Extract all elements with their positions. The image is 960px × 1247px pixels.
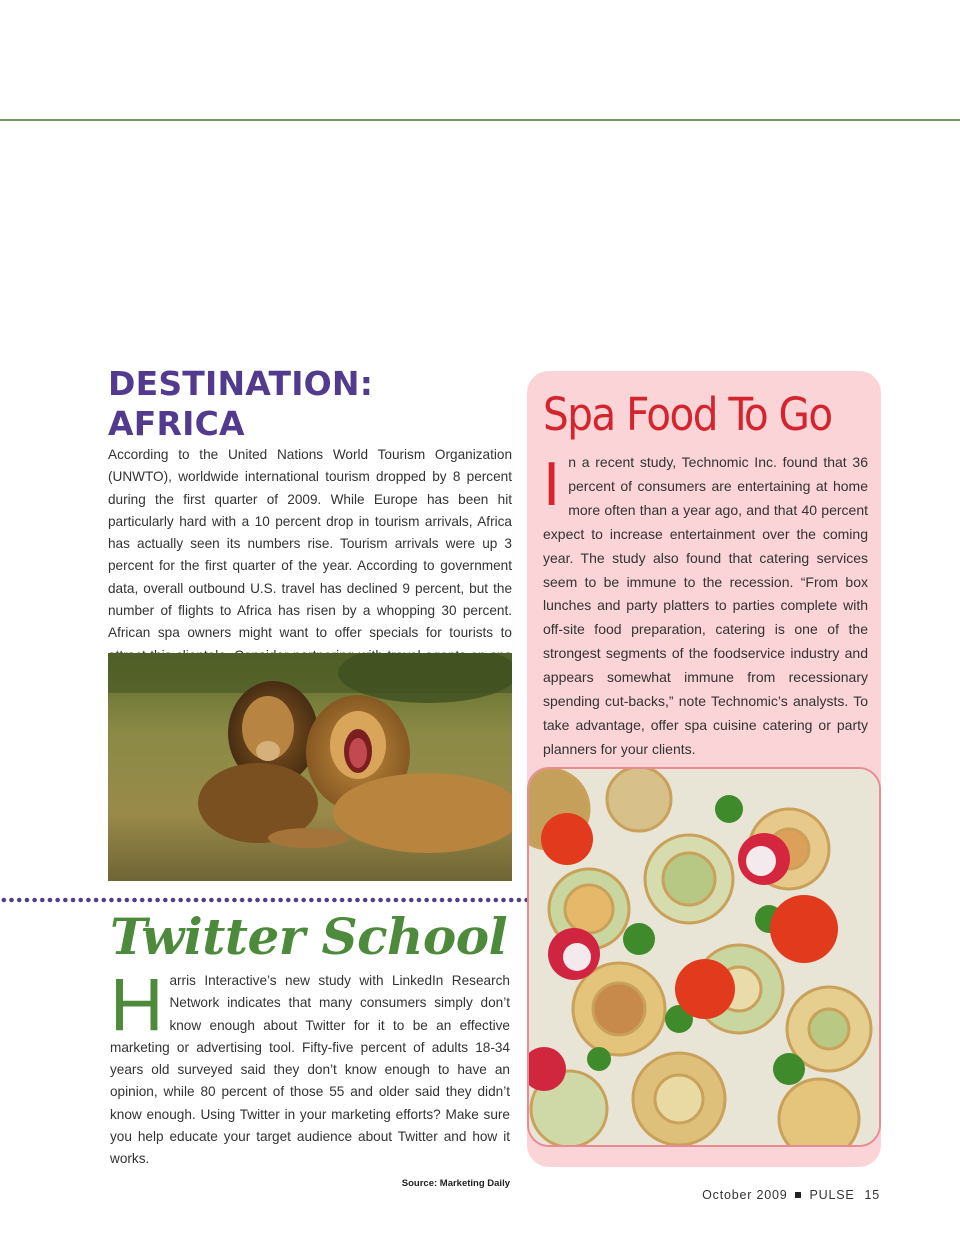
spa-article <box>543 451 868 783</box>
wraps-photo <box>527 767 881 1147</box>
footer-publication: PULSE <box>809 1188 855 1202</box>
twitter-body-text: arris Interactive’s new study with LinkedIn Research Network indicates that many consumers simply don’t know enough about Twitter for it to be an effective marketing or advertising tool. Fifty-five percent of adults 18-34 years old surveyed said they don’t know enough to have an opinion, while 80 percent of those 55 and older said they didn’t know enough. Using Twitter in your marketing efforts? Make sure you help educate your target audience about Twitter and how it works. <box>110 973 510 1167</box>
page-number: 15 <box>864 1188 880 1202</box>
spa-title: Spa Food To Go <box>543 388 832 441</box>
footer-date: October 2009 <box>702 1188 788 1202</box>
africa-body: According to the United Nations World Tourism Organization (UNWTO), worldwide international tourism dropped by 8 percent during the first quarter of 2009. While Europe has been hit particularly hard with a 10 percent drop in tourism arrivals, Africa has actually seen its numbers rise. Tourism arrivals were up 3 percent for the first quarter of the year. According to government data, overall outbound U.S. travel has declined 9 percent, but the number of flights to Africa has risen by a whopping 30 percent. African spa owners might want to offer specials for tourists to <box>108 447 512 641</box>
spa-body <box>543 451 868 762</box>
twitter-article <box>110 905 510 1189</box>
top-rule <box>0 119 960 121</box>
spa-dropcap: I <box>543 450 561 519</box>
twitter-source: Source: Marketing Daily <box>401 1177 510 1189</box>
square-bullet-icon <box>795 1192 801 1198</box>
dotted-divider <box>0 896 528 904</box>
twitter-body <box>110 963 510 1171</box>
twitter-title: Twitter School <box>110 907 508 966</box>
africa-title: DESTINATION: AFRICA <box>108 364 374 443</box>
twitter-dropcap: H <box>110 963 164 1046</box>
lions-photo <box>108 653 512 881</box>
spa-body-text: n a recent study, Technomic Inc. found that 36 percent of consumers are entertaining at home more often than a year ago, and that 40 percent expect to increase entertainment over the coming year. The study also found that catering services seem to be immune to the recession. “From box lunches and party platters to parties complete with off-site food preparation, catering is one of the strongest segments of the foodservice industry and appears somewhat immune from recessionary spending cut-backs,” note Technomic’s analysts. To take advantage, offer spa cuisine catering or party planners for your clients. <box>543 454 868 757</box>
page-footer <box>702 1188 880 1202</box>
